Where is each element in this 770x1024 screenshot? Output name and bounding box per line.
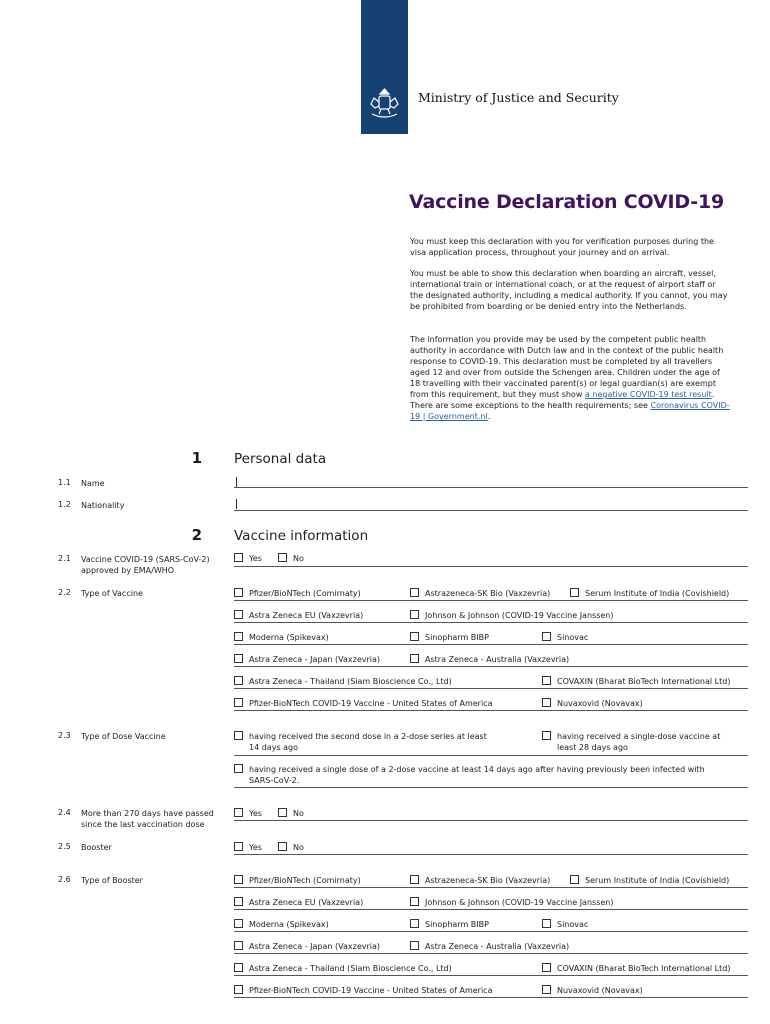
option-label: having received a single-dose vaccine at least 28 days ago [557, 732, 721, 752]
intro-paragraph-3 [410, 334, 730, 422]
divider [234, 710, 748, 711]
question-2-6-label: Type of Booster [81, 876, 143, 885]
question-2-4-label: More than 270 days have passed since the last vaccination dose [81, 809, 214, 829]
booster-nuvaxovid-option[interactable] [542, 985, 643, 996]
name-field-cursor [236, 477, 237, 487]
option-label: Astrazeneca-SK Bio (Vaxzevria) [425, 589, 551, 598]
divider [234, 644, 748, 645]
checkbox[interactable] [542, 985, 551, 994]
vaccine-astra-sk-option[interactable] [410, 588, 550, 599]
checkbox[interactable] [542, 676, 551, 685]
checkbox[interactable] [234, 553, 243, 562]
vaccine-nuvaxovid-option[interactable] [542, 698, 643, 709]
q24-yes-option[interactable] [234, 808, 262, 819]
vaccine-astra-japan-option[interactable] [234, 654, 380, 665]
option-label: Pfizer-BioNTech COVID-19 Vaccine - United States of America [249, 699, 493, 708]
booster-covaxin-option[interactable] [542, 963, 730, 974]
option-label: No [293, 843, 304, 852]
question-2-5-label: Booster [81, 843, 112, 852]
checkbox[interactable] [234, 919, 243, 928]
checkbox[interactable] [410, 875, 419, 884]
checkbox[interactable] [410, 632, 419, 641]
checkbox[interactable] [278, 842, 287, 851]
page-title: Vaccine Declaration COVID-19 [409, 191, 724, 213]
booster-astra-thailand-option[interactable] [234, 963, 452, 974]
option-label: Johnson & Johnson (COVID-19 Vaccine Janssen) [425, 898, 614, 907]
question-1-2-number: 1.2 [58, 500, 71, 509]
checkbox[interactable] [542, 919, 551, 928]
section-2-number: 2 [191, 526, 202, 544]
option-label: Pfizer-BioNTech COVID-19 Vaccine - United States of America [249, 986, 493, 995]
q25-no-option[interactable] [278, 842, 304, 853]
option-label: Pfizer/BioNTech (Comirnaty) [249, 876, 361, 885]
option-label: No [293, 809, 304, 818]
option-label: Astra Zeneca - Thailand (Siam Bioscience Co., Ltd) [249, 964, 452, 973]
option-label: Yes [249, 809, 262, 818]
dose-infected-option[interactable] [234, 764, 729, 786]
vaccine-astra-thailand-option[interactable] [234, 676, 452, 687]
vaccine-moderna-option[interactable] [234, 632, 329, 643]
name-field[interactable] [234, 487, 748, 488]
question-2-5-number: 2.5 [58, 842, 71, 851]
checkbox[interactable] [278, 553, 287, 562]
dose-second-option[interactable] [234, 731, 489, 753]
divider [234, 931, 748, 932]
question-2-6-number: 2.6 [58, 875, 71, 884]
option-label: having received a single dose of a 2-dose vaccine at least 14 days ago after having previously been infected with SARS-CoV-2. [249, 765, 705, 785]
checkbox[interactable] [234, 963, 243, 972]
checkbox[interactable] [570, 875, 579, 884]
checkbox[interactable] [234, 764, 243, 773]
checkbox[interactable] [410, 588, 419, 597]
checkbox[interactable] [542, 632, 551, 641]
option-label: Astrazeneca-SK Bio (Vaxzevria) [425, 876, 551, 885]
checkbox[interactable] [234, 842, 243, 851]
question-2-4-number: 2.4 [58, 808, 71, 817]
vaccine-sinopharm-option[interactable] [410, 632, 489, 643]
vaccine-pfizer-option[interactable] [234, 588, 361, 599]
option-label: Sinopharm BIBP [425, 633, 489, 642]
checkbox[interactable] [234, 941, 243, 950]
option-label: Sinovac [557, 633, 589, 642]
option-label: Astra Zeneca - Australia (Vaxzevria) [425, 942, 570, 951]
question-1-2-label: Nationality [81, 501, 125, 510]
logo-bar [361, 0, 408, 134]
divider [234, 755, 748, 756]
vaccine-pfizer-us-option[interactable] [234, 698, 492, 709]
section-2-title: Vaccine information [234, 528, 369, 544]
checkbox[interactable] [234, 676, 243, 685]
option-label: Astra Zeneca - Thailand (Siam Bioscience Co., Ltd) [249, 677, 452, 686]
divider [234, 887, 748, 888]
question-2-1-label: Vaccine COVID-19 (SARS-CoV-2) approved by EMA/WHO [81, 555, 210, 575]
question-2-1-number: 2.1 [58, 554, 71, 563]
section-1-title: Personal data [234, 451, 327, 467]
checkbox[interactable] [234, 654, 243, 663]
booster-serum-option[interactable] [570, 875, 729, 886]
option-label: COVAXIN (Bharat BioTech International Ltd) [557, 677, 731, 686]
divider [234, 622, 748, 623]
q24-no-option[interactable] [278, 808, 304, 819]
booster-astra-sk-option[interactable] [410, 875, 550, 886]
checkbox[interactable] [234, 632, 243, 641]
checkbox[interactable] [542, 731, 551, 740]
coat-of-arms-icon [365, 84, 404, 124]
negative-test-link[interactable]: a negative COVID-19 test result [584, 390, 712, 399]
checkbox[interactable] [234, 897, 243, 906]
divider [234, 997, 748, 998]
checkbox[interactable] [410, 654, 419, 663]
question-2-2-number: 2.2 [58, 588, 71, 597]
checkbox[interactable] [234, 610, 243, 619]
nationality-field-cursor [236, 499, 237, 509]
option-label: Serum Institute of India (Covishield) [585, 589, 730, 598]
divider [234, 666, 748, 667]
option-label: Astra Zeneca - Australia (Vaxzevria) [425, 655, 570, 664]
booster-pfizer-us-option[interactable] [234, 985, 492, 996]
option-label: No [293, 554, 304, 563]
option-label: Johnson & Johnson (COVID-19 Vaccine Janssen) [425, 611, 614, 620]
divider [234, 787, 748, 788]
intro-text-b: . There are some exceptions to the health requirements; see [410, 390, 715, 410]
option-label: Sinovac [557, 920, 589, 929]
option-label: Sinopharm BIBP [425, 920, 489, 929]
divider [234, 953, 748, 954]
divider [234, 688, 748, 689]
checkbox[interactable] [234, 588, 243, 597]
option-label: Astra Zeneca - Japan (Vaxzevria) [249, 655, 381, 664]
option-label: Moderna (Spikevax) [249, 920, 329, 929]
option-label: Yes [249, 554, 262, 563]
option-label: COVAXIN (Bharat BioTech International Ltd) [557, 964, 731, 973]
booster-moderna-option[interactable] [234, 919, 329, 930]
checkbox[interactable] [410, 919, 419, 928]
divider [234, 820, 748, 821]
divider [234, 975, 748, 976]
option-label: Astra Zeneca - Japan (Vaxzevria) [249, 942, 381, 951]
government-link[interactable]: Coronavirus COVID-19 | Government.nl [410, 401, 730, 421]
checkbox[interactable] [278, 808, 287, 817]
vaccine-astra-eu-option[interactable] [234, 610, 363, 621]
vaccine-sinovac-option[interactable] [542, 632, 588, 643]
divider [234, 566, 748, 567]
checkbox[interactable] [410, 941, 419, 950]
section-1-number: 1 [191, 449, 202, 467]
divider [234, 854, 748, 855]
vaccine-covaxin-option[interactable] [542, 676, 730, 687]
checkbox[interactable] [410, 610, 419, 619]
option-label: having received the second dose in a 2-dose series at least 14 days ago [249, 732, 487, 752]
checkbox[interactable] [234, 698, 243, 707]
checkbox[interactable] [234, 985, 243, 994]
checkbox[interactable] [570, 588, 579, 597]
booster-astra-japan-option[interactable] [234, 941, 380, 952]
question-1-1-number: 1.1 [58, 478, 71, 487]
option-label: Yes [249, 843, 262, 852]
vaccine-serum-option[interactable] [570, 588, 729, 599]
dose-single-option[interactable] [542, 731, 737, 753]
checkbox[interactable] [542, 698, 551, 707]
booster-astra-australia-option[interactable] [410, 941, 569, 952]
option-label: Astra Zeneca EU (Vaxzevria) [249, 611, 364, 620]
intro-paragraph-1: You must keep this declaration with you for verification purposes during the visa application process, throughout your journey and on arrival. [410, 237, 714, 257]
booster-astra-eu-option[interactable] [234, 897, 363, 908]
intro-text-a: The information you provide may be used by the competent public health authority in accordance with Dutch law and in the context of the public health response to COVID-19. This declaration must be completed by all travellers aged 12 and over from outside the Schengen area. Children under the age of 18 travelling with their vaccinated parent(s) or legal guardian(s) are exempt from this requirement, but they must show [410, 335, 724, 399]
option-label: Nuvaxovid (Novavax) [557, 986, 643, 995]
vaccine-astra-australia-option[interactable] [410, 654, 569, 665]
divider [234, 600, 748, 601]
option-label: Moderna (Spikevax) [249, 633, 329, 642]
booster-sinovac-option[interactable] [542, 919, 588, 930]
option-label: Astra Zeneca EU (Vaxzevria) [249, 898, 364, 907]
checkbox[interactable] [234, 875, 243, 884]
option-label: Nuvaxovid (Novavax) [557, 699, 643, 708]
checkbox[interactable] [234, 808, 243, 817]
booster-sinopharm-option[interactable] [410, 919, 489, 930]
vaccine-jj-option[interactable] [410, 610, 613, 621]
intro-paragraph-2: You must be able to show this declaration when boarding an aircraft, vessel, international train or international coach, or at the request of airport staff or the designated authority, including a medical authority. If you cannot, you may be prohibited from boarding or be denied entry into the Netherlands. [410, 269, 728, 311]
nationality-field[interactable] [234, 510, 748, 511]
divider [234, 909, 748, 910]
option-label: Pfizer/BioNTech (Comirnaty) [249, 589, 361, 598]
booster-jj-option[interactable] [410, 897, 613, 908]
booster-pfizer-option[interactable] [234, 875, 361, 886]
q21-no-option[interactable] [278, 553, 304, 564]
question-2-2-label: Type of Vaccine [81, 589, 143, 598]
question-2-3-number: 2.3 [58, 731, 71, 740]
intro-text-c: . [487, 412, 491, 421]
checkbox[interactable] [410, 897, 419, 906]
q25-yes-option[interactable] [234, 842, 262, 853]
ministry-name: Ministry of Justice and Security [418, 90, 619, 105]
question-2-3-label: Type of Dose Vaccine [81, 732, 166, 741]
q21-yes-option[interactable] [234, 553, 262, 564]
checkbox[interactable] [542, 963, 551, 972]
question-1-1-label: Name [81, 479, 105, 488]
option-label: Serum Institute of India (Covishield) [585, 876, 730, 885]
checkbox[interactable] [234, 731, 243, 740]
